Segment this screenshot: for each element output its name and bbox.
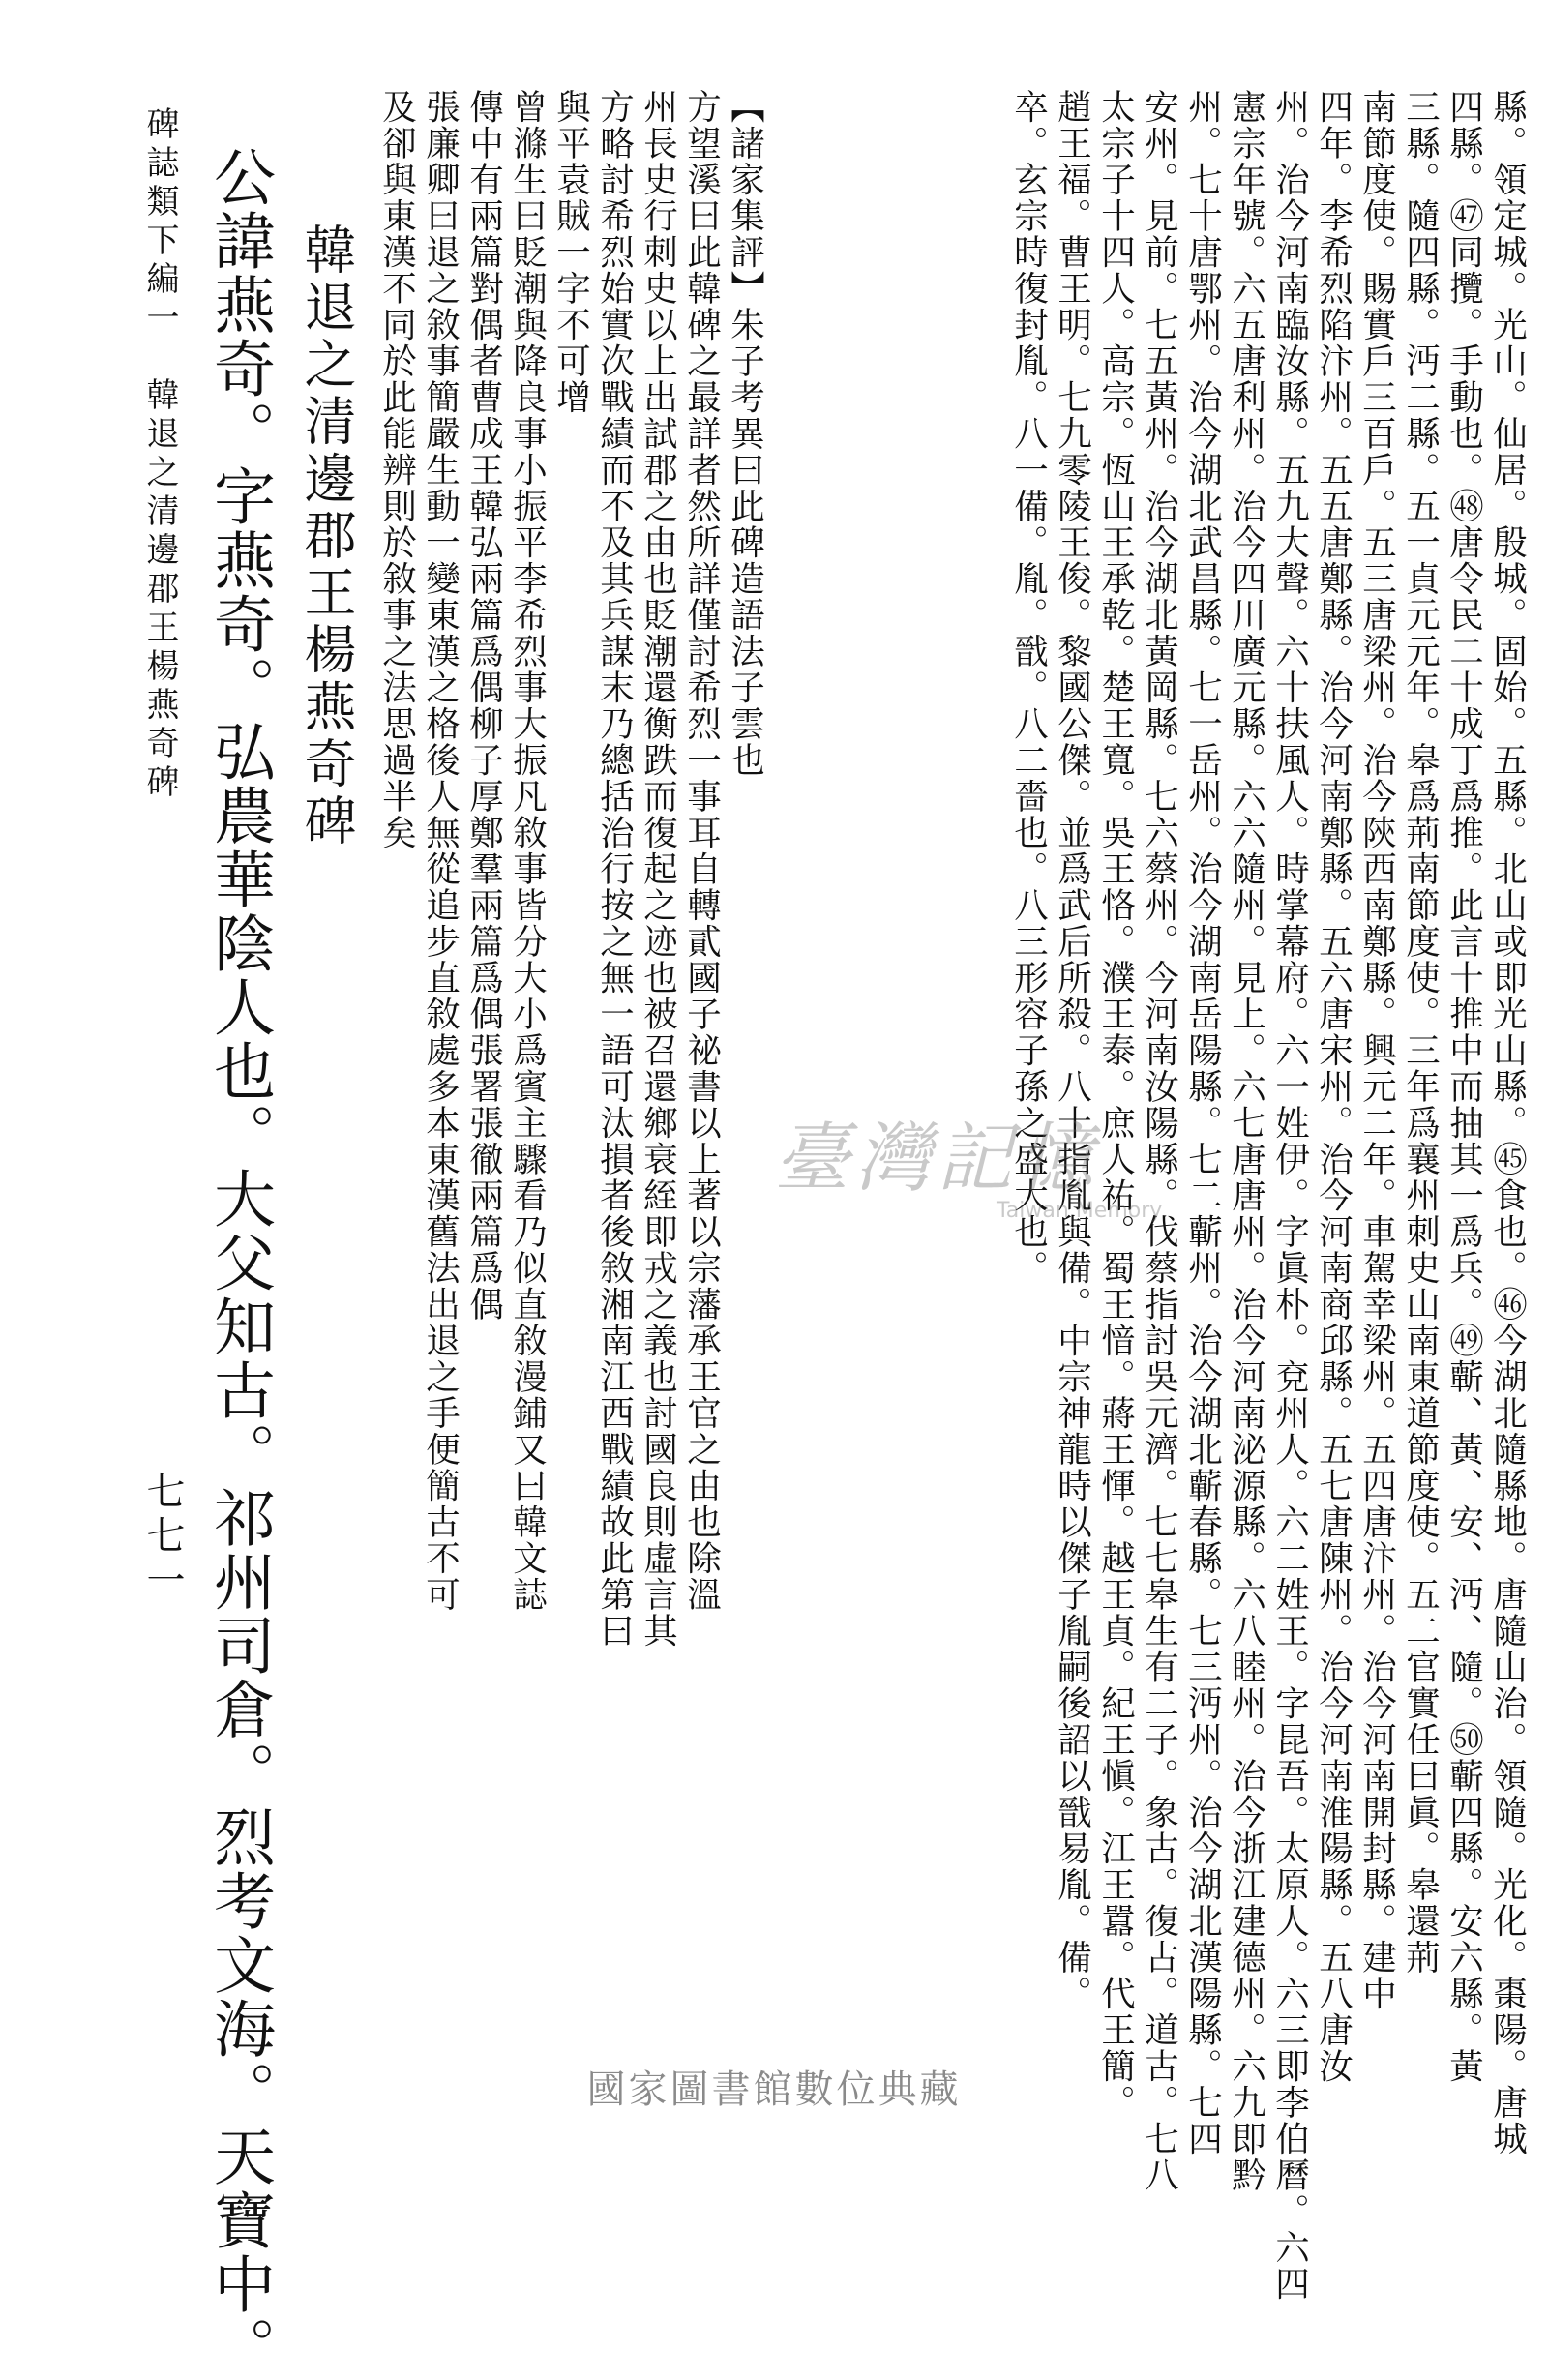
commentary-text: 朱子考異曰此碑造語法子雲也 — [725, 307, 765, 779]
annotation-column: 四年。李希烈陷汴州。五五唐鄭縣。治今河南鄭縣。五六唐宋州。治今河南商邱縣。五七唐陳州。治今河南淮陽縣。五八唐汝 — [1313, 89, 1354, 2085]
annotation-column: 憲宗年號。六五唐利州。治今四川廣元縣。六六隨州。見上。六七唐唐州。治今河南泌源縣。六八睦州。治今浙江建德州。六九即黔 — [1226, 89, 1266, 2193]
commentary-column: 方望溪曰此韓碑之最詳者然所詳僅討希烈一事耳自轉貳國子祕書以上著以宗藩承王官之由也除溫 — [681, 89, 722, 1613]
watermark-text: 臺灣記憶 — [774, 1116, 1100, 1203]
commentary-column: 曾滌生曰貶潮與降良事小振平李希烈事大振凡敘事皆分大小爲賓主驟看乃似直敘漫鋪又曰韓文誌 — [507, 89, 548, 1613]
page-number: 七七一 — [140, 1471, 185, 1604]
annotation-column: 州。七十唐鄂州。治今湖北武昌縣。七一岳州。治今湖南岳陽縣。七二蘄州。治今湖北蘄春縣。七三沔州。治今湖北漢陽縣。七四 — [1182, 89, 1223, 2157]
annotation-column: 安州。見前。七五黃州。治今湖北黃岡縣。七六蔡州。今河南汝陽縣。伐蔡指討吳元濟。七七皋生有二子。象古。復古。道古。七八 — [1139, 89, 1179, 2193]
commentary-column: 傳中有兩篇對偶者曹成王韓弘兩篇爲偶柳子厚鄭羣兩篇爲偶張署張徹兩篇爲偶 — [463, 89, 504, 1323]
commentary-column: 張廉卿曰退之敘事簡嚴生動一變東漢之格後人無從追步直敘處多本東漢舊法出退之手便簡古不可 — [420, 89, 461, 1613]
watermark-subtext: Taiwan Memory — [997, 1199, 1163, 1223]
annotation-column: 州。治今河南臨汝縣。五九大聲。六十扶風人。時掌幕府。六一姓伊。字眞朴。兗州人。六二姓王。字昆吾。太原人。六三即李伯曆。六四 — [1269, 89, 1310, 2303]
commentary-column — [725, 89, 765, 1661]
annotation-column: 趙王福。曹王明。七九零陵王俊。黎國公傑。並爲武后所殺。八十指胤與備。中宗神龍時以傑子胤嗣後詔以戩易胤。備。 — [1052, 89, 1092, 2012]
annotation-column: 南節度使。賜實戶三百戶。五三唐梁州。治今陝西南鄭縣。興元二年。車駕幸梁州。五四唐汴州。治今河南開封縣。建中 — [1356, 89, 1397, 2012]
annotation-column: 太宗子十四人。高宗。恆山王承乾。楚王寬。吳王恪。濮王泰。庶人祐。蜀王愔。蔣王惲。越王貞。紀王愼。江王囂。代王簡。 — [1095, 89, 1136, 2121]
annotation-column: 縣。領定城。光山。仙居。殷城。固始。五縣。北山或即光山縣。㊺食也。㊻今湖北隨縣地。唐隨山治。領隨。光化。棗陽。唐城 — [1487, 89, 1528, 2157]
section-title: 韓退之清邊郡王楊燕奇碑 — [296, 223, 357, 850]
annotation-column: 四縣。㊼同攬。手動也。㊽唐令民二十成丁爲推。此言十推中而抽其一爲兵。㊾蘄、黃、安、沔、隨。㊿蘄四縣。安六縣。黃 — [1444, 89, 1484, 2085]
main-text-column: 公諱燕奇。字燕奇。弘農華陰人也。大父知古。祁州司倉。烈考文海。天寶中。 — [203, 145, 275, 2380]
annotation-column: 卒。玄宗時復封胤。八一備。胤。戩。八二嗇也。八三形容子孫之盛大也。 — [1008, 89, 1049, 1287]
commentary-column: 及卻與東漢不同於此能辨則於敘事之法思過半矣 — [376, 89, 417, 851]
running-header: 碑誌類下編一 韓退之清邊郡王楊燕奇碑 — [140, 106, 179, 803]
commentary-column: 州長史行刺史以上出試郡之由也貶潮還衡跌而復起之迹也被召還鄉衰絰即戎之義也討國良則虛言其 — [638, 89, 678, 1650]
footer-credit: 國家圖書館數位典藏 — [586, 2068, 962, 2112]
commentary-column: 與平袁賊一字不可增 — [551, 89, 591, 416]
annotation-column: 三縣。隨四縣。沔二縣。五一貞元元年。皋爲荊南節度使。三年爲襄州刺史山南東道節度使。五二官實任曰眞。皋還荊 — [1400, 89, 1441, 1976]
commentary-label: 【諸家集評】 — [725, 89, 765, 307]
commentary-column: 方略討希烈始實次戰績而不及其兵謀末乃總括治行按之無一語可汰損者後敘湘南江西戰績故此第曰 — [594, 89, 635, 1650]
